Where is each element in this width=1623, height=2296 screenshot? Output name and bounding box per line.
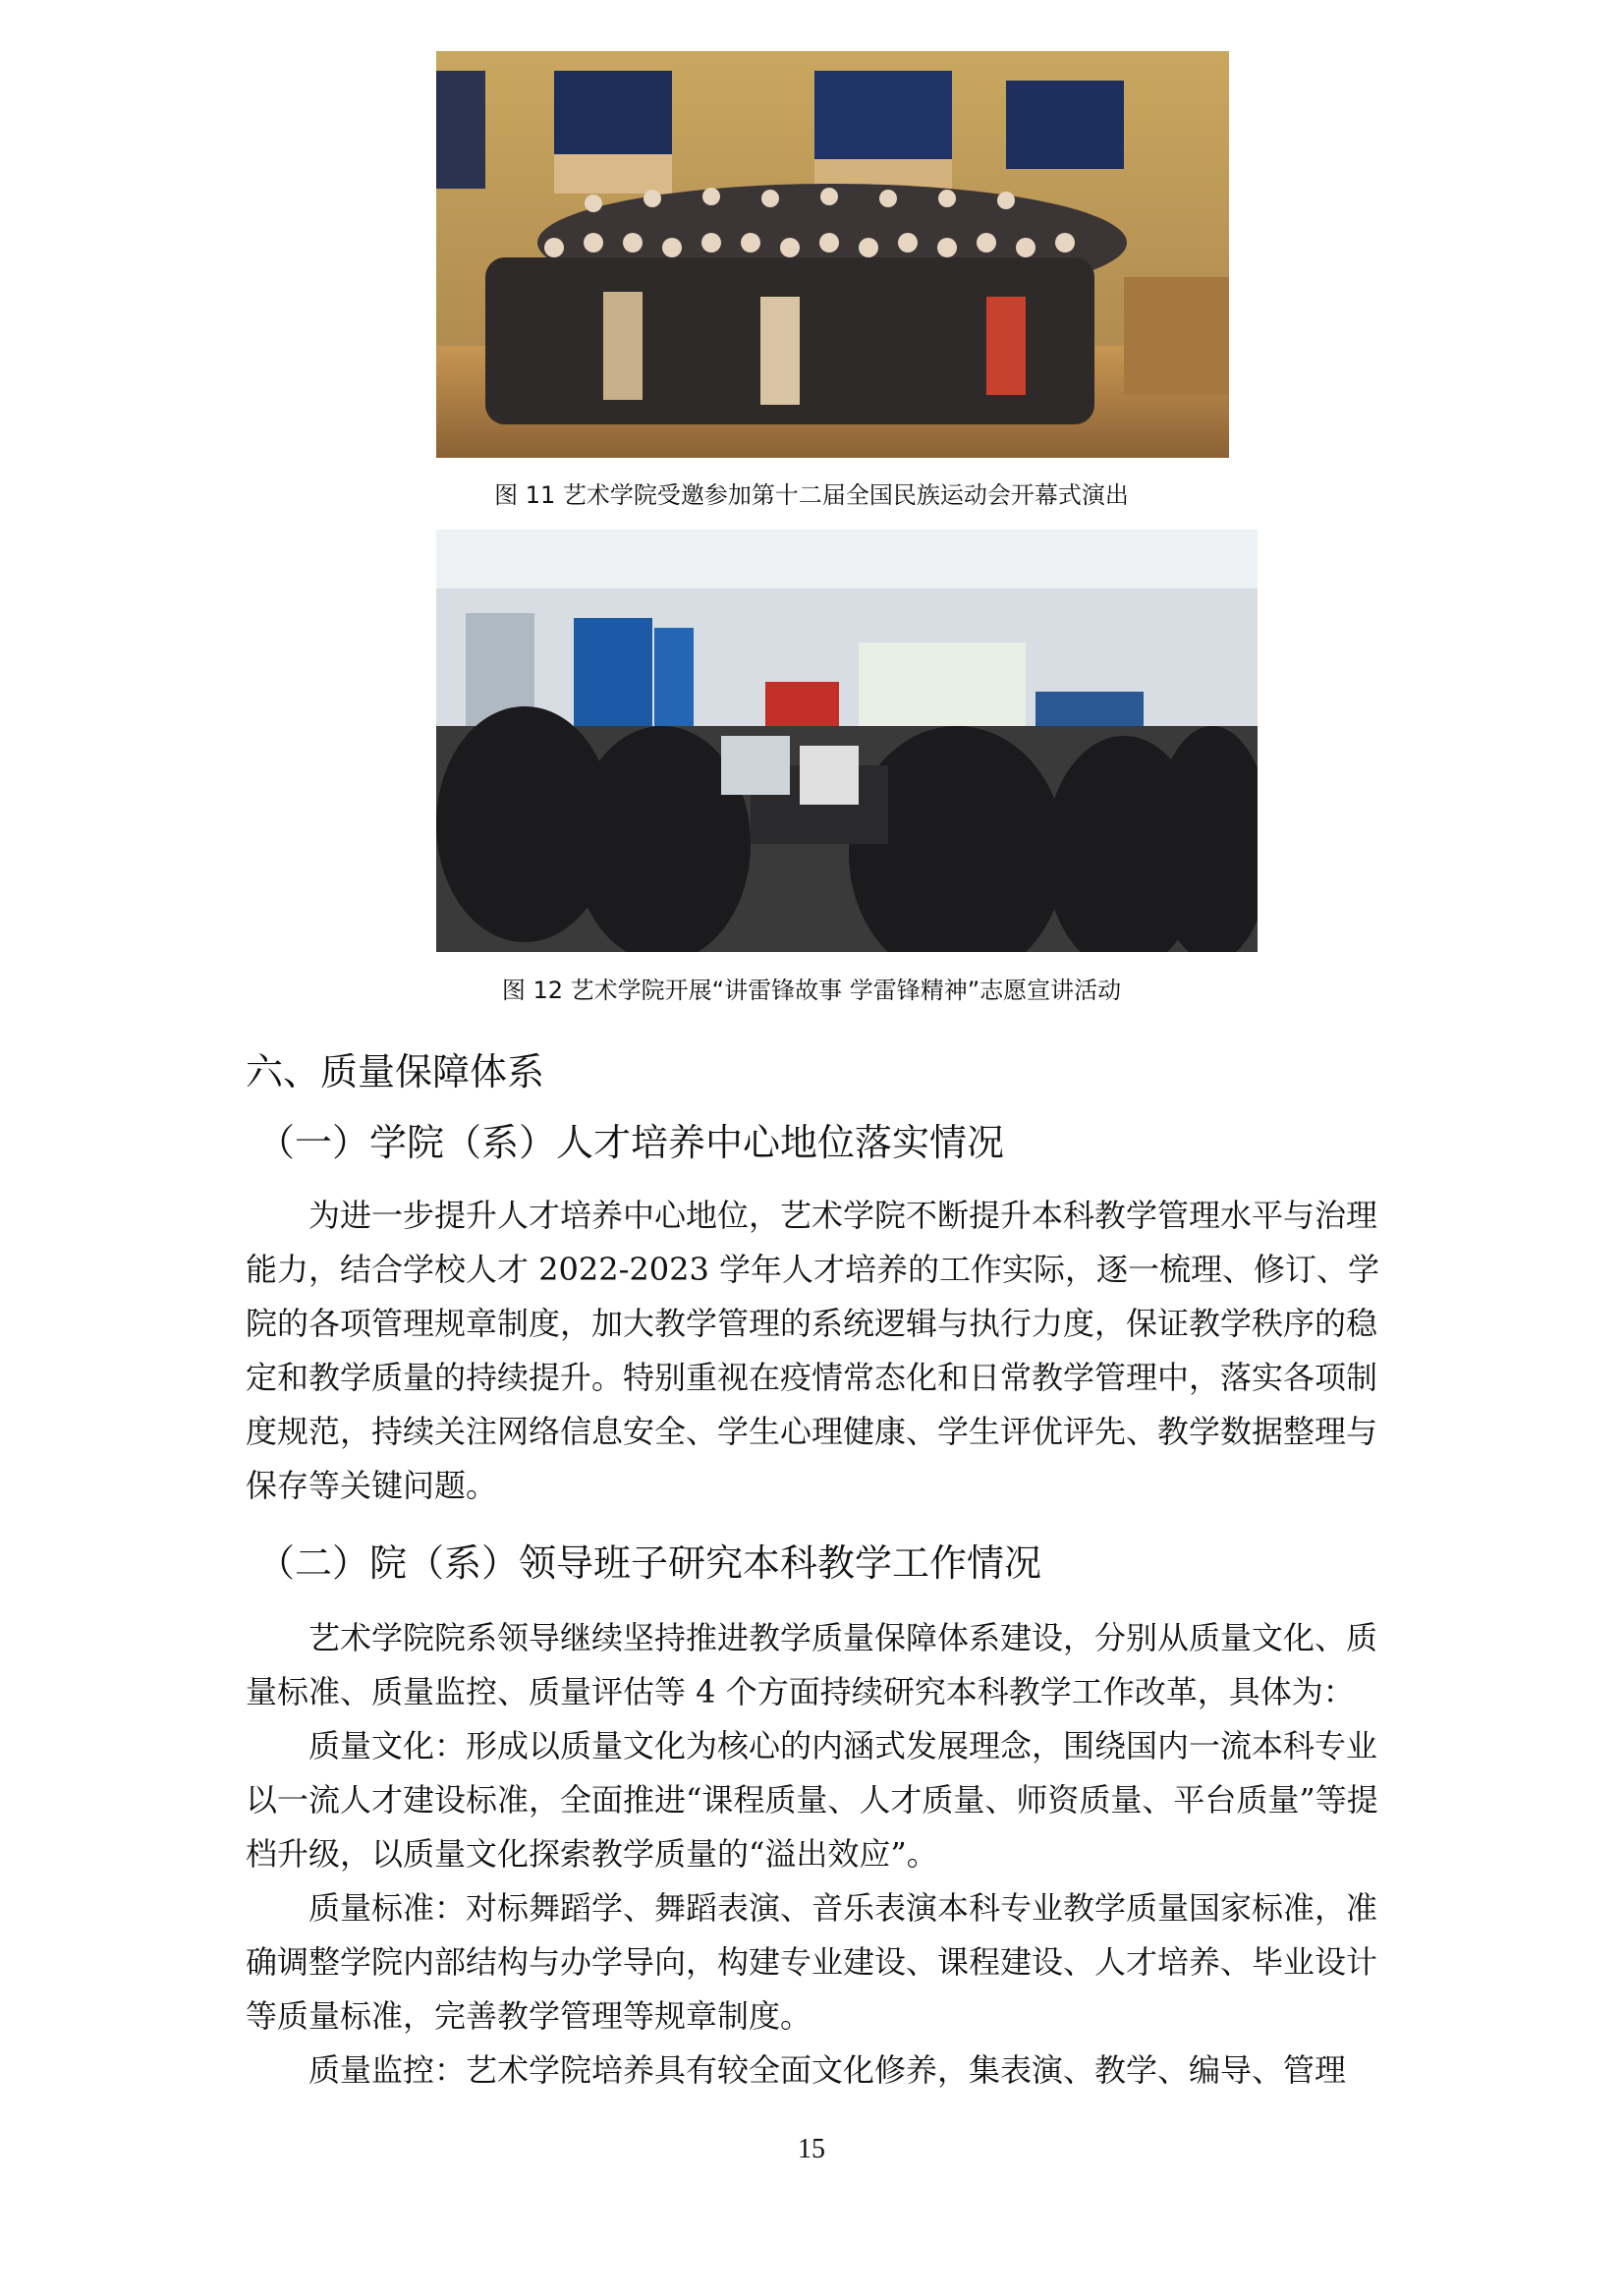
subsection-heading-2: （二）院（系）领导班子研究本科教学工作情况 bbox=[257, 1541, 1042, 1585]
section-heading: 六、质量保障体系 bbox=[246, 1050, 545, 1093]
page-number: 15 bbox=[798, 2134, 825, 2164]
paragraph: 质量监控：艺术学院培养具有较全面文化修养，集表演、教学、编导、管理 bbox=[308, 2051, 1347, 2089]
figure-12-photo bbox=[436, 530, 1258, 952]
figure-11-photo bbox=[436, 51, 1229, 458]
paragraph: 为进一步提升人才培养中心地位，艺术学院不断提升本科教学管理水平与治理能力，结合学校人才 2022-2023 学年人才培养的工作实际，逐一梳理、修订、学院的各项管理规章制度，加大教学管理的系统逻辑与执行力度，保证教学秩序的稳定和教学质量的持续提升。特别重视在疫情常态化和日常教学管理中，落实各项制度规范，持续关注网络信息安全、学生心理健康、学生评优评先、教学数据整理与保存等关键问题。 bbox=[246, 1197, 1380, 1504]
figure-12-caption: 图 12 艺术学院开展“讲雷锋故事 学雷锋精神”志愿宣讲活动 bbox=[501, 977, 1122, 1004]
subsection-heading-1: （一）学院（系）人才培养中心地位落实情况 bbox=[257, 1121, 1005, 1164]
figure-11-caption: 图 11 艺术学院受邀参加第十二届全国民族运动会开幕式演出 bbox=[494, 481, 1129, 509]
paragraph: 艺术学院院系领导继续坚持推进教学质量保障体系建设，分别从质量文化、质量标准、质量监控、质量评估等 4 个方面持续研究本科教学工作改革，具体为： bbox=[246, 1619, 1378, 1710]
paragraph: 质量文化：形成以质量文化为核心的内涵式发展理念，围绕国内一流本科专业以一流人才建设标准，全面推进“课程质量、人才质量、师资质量、平台质量”等提档升级，以质量文化探索教学质量的“溢出效应”。 bbox=[246, 1727, 1378, 1873]
subsection-2-body bbox=[246, 1611, 1385, 2098]
paragraph: 质量标准：对标舞蹈学、舞蹈表演、音乐表演本科专业教学质量国家标准，准确调整学院内部结构与办学导向，构建专业建设、课程建设、人才培养、毕业设计等质量标准，完善教学管理等规章制度。 bbox=[246, 1889, 1378, 2035]
subsection-1-body bbox=[246, 1189, 1385, 1513]
